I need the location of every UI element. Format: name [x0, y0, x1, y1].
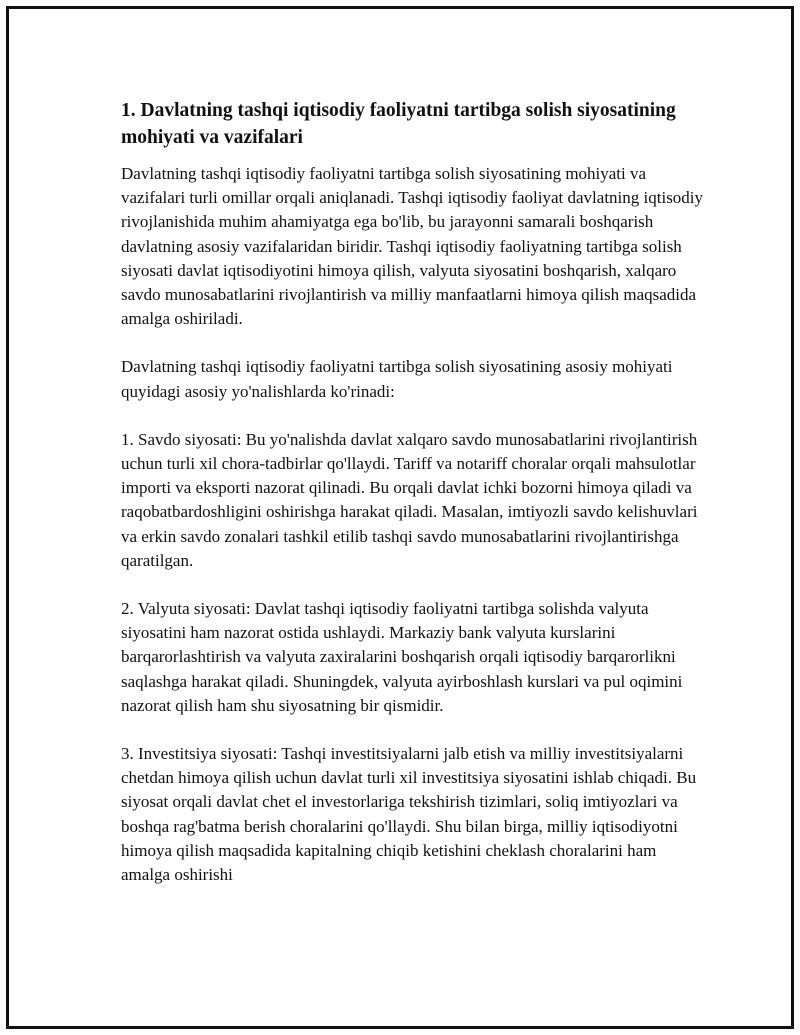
investment-policy-paragraph: 3. Investitsiya siyosati: Tashqi investitsiyalarni jalb etish va milliy investitsiyalarni chetdan himoya qilish uchun davlat turli xil investitsiya siyosatini ishlab chiqadi. Bu siyosat orqali davlat chet el investorlariga tekshirish tizimlari, soliq imtiyozlari va boshqa rag'batma berish choralarini qo'llaydi. Shu bilan birga, milliy iqtisodiyotni himoya qilish maqsadida kapitalning chiqib ketishini cheklash choralarini ham amalga oshirishi [121, 744, 697, 885]
trade-policy-paragraph: 1. Savdo siyosati: Bu yo'nalishda davlat xalqaro savdo munosabatlarini rivojlantirish uchun turli xil chora-tadbirlar qo'llaydi. Tariff va notariff choralar orqali mahsulotlar importi va eksporti nazorat qilinadi. Bu orqali davlat ichki bozorni himoya qiladi va raqobatbardoshligini oshirishga harakat qiladi. Masalan, imtiyozli savdo kelishuvlari va erkin savdo zonalari tashkil etilib tashqi savdo munosabatlarini rivojlantirishga qaratilgan. [121, 429, 698, 570]
document-page [6, 6, 794, 1029]
intro-paragraph: Davlatning tashqi iqtisodiy faoliyatni tartibga solish siyosatining mohiyati va vazifalari turli omillar orqali aniqlanadi. Tashqi iqtisodiy faoliyat davlatning iqtisodiy rivojlanishida muhim ahamiyatga ega bo'lib, bu jarayonni samarali boshqarish davlatning asosiy vazifalaridan biridir. Tashqi iqtisodiy faoliyatning tartibga solish siyosati davlat iqtisodiyotini himoya qilish, valyuta siyosatini boshqarish, xalqaro savdo munosabatlarini rivojlantirish va milliy manfaatlarni himoya qilish maqsadida amalga oshiriladi. [121, 164, 704, 329]
document-content [121, 97, 706, 911]
directions-intro-paragraph: Davlatning tashqi iqtisodiy faoliyatni tartibga solish siyosatining asosiy mohiyati quyidagi asosiy yo'nalishlarda ko'rinadi: [121, 357, 673, 401]
currency-policy-paragraph: 2. Valyuta siyosati: Davlat tashqi iqtisodiy faoliyatni tartibga solishda valyuta siyosatini ham nazorat ostida ushlaydi. Markaziy bank valyuta kurslarini barqarorlashtirish va valyuta zaxiralarini boshqarish orqali iqtisodiy barqarorlikni saqlashga harakat qiladi. Shuningdek, valyuta ayirboshlash kurslari va pul oqimini nazorat qilish ham shu siyosatning bir qismidir. [121, 599, 683, 715]
section-heading: 1. Davlatning tashqi iqtisodiy faoliyatni tartibga solish siyosatining mohiyati va vazifalari [121, 100, 676, 148]
